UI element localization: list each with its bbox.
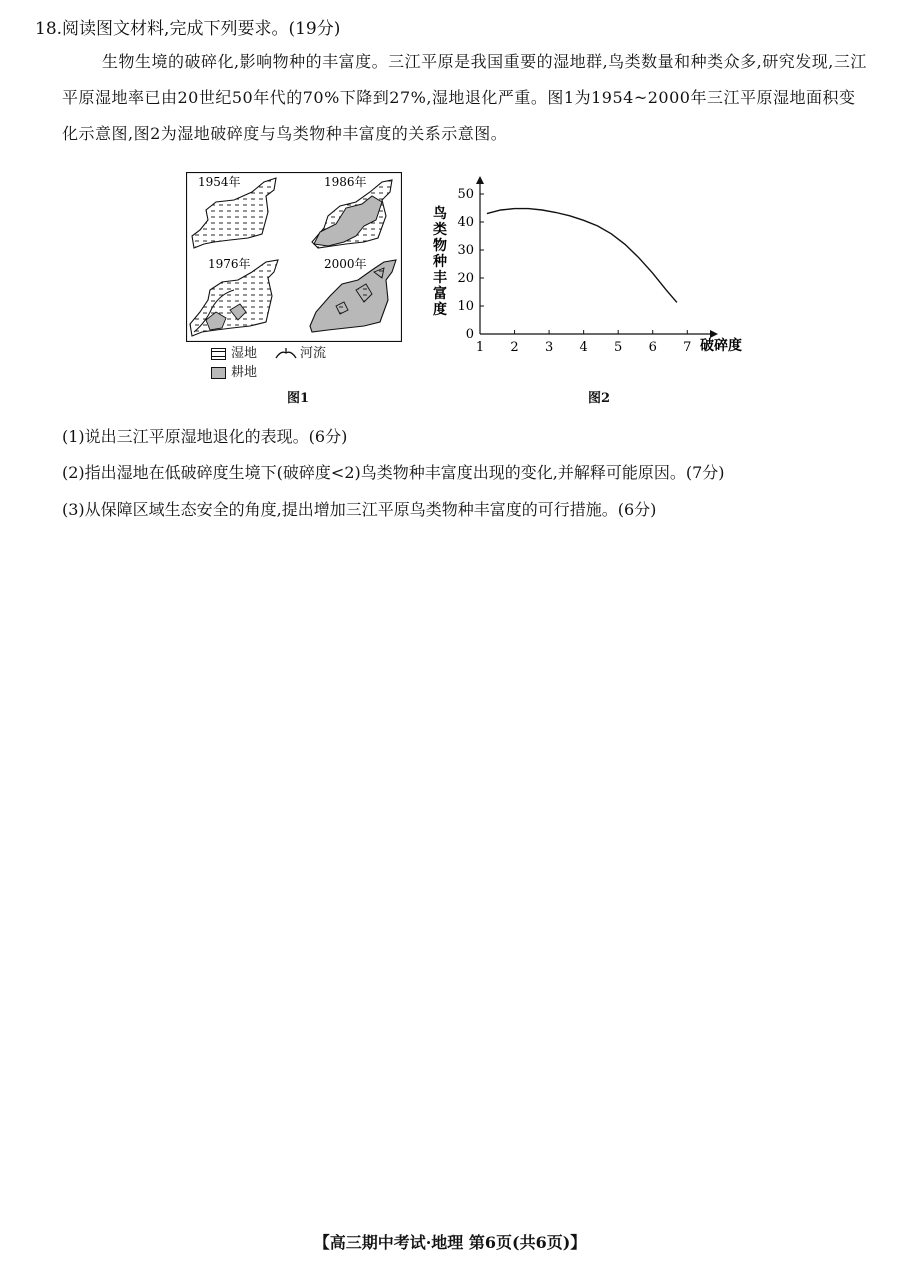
x-tick-label: 2 — [510, 340, 519, 355]
y-tick-label: 30 — [457, 243, 474, 258]
panel-label-1976: 1976年 — [208, 257, 251, 271]
y-tick-label: 0 — [465, 327, 474, 342]
y-tick-label: 40 — [457, 215, 474, 230]
page-footer: 【高三期中考试·地理 第6页(共6页)】 — [313, 1233, 587, 1252]
y-axis-label-char: 物 — [433, 238, 447, 254]
figure1-legend — [211, 344, 326, 382]
y-axis-label-char: 种 — [433, 254, 447, 270]
x-tick-label: 4 — [579, 340, 588, 355]
y-tick-label: 20 — [457, 271, 474, 286]
figure2-chart — [432, 172, 772, 372]
y-axis-label-char: 富 — [433, 286, 447, 302]
x-axis-arrow — [710, 330, 718, 338]
y-tick-label: 10 — [457, 299, 474, 314]
x-axis-label: 破碎度 — [700, 338, 742, 354]
y-axis-label-char: 度 — [433, 302, 447, 318]
y-tick-label: 50 — [457, 187, 474, 202]
y-axis-label-char: 类 — [433, 222, 447, 238]
subquestion-1: (1)说出三江平原湿地退化的表现。(6分) — [62, 427, 348, 446]
x-tick-label: 7 — [683, 340, 692, 355]
figure1-maps — [186, 172, 402, 342]
y-axis-label — [432, 205, 447, 318]
legend-wetland: 湿地 — [231, 346, 258, 361]
figure1-caption: 图1 — [287, 391, 310, 406]
material-paragraph: 生物生境的破碎化,影响物种的丰富度。三江平原是我国重要的湿地群,鸟类数量和种类众多,研究发现,三江平原湿地率已由20世纪50年代的70%下降到27%,湿地退化严重。图1为1954~2000年三江平原湿地面积变化示意图,图2为湿地破碎度与鸟类物种丰富度的关系示意图。 — [62, 52, 867, 143]
y-axis-arrow — [476, 176, 484, 184]
subquestion-2: (2)指出湿地在低破碎度生境下(破碎度<2)鸟类物种丰富度出现的变化,并解释可能原因。(7分) — [62, 463, 725, 482]
figure2-caption: 图2 — [588, 391, 611, 406]
legend-river: 河流 — [300, 346, 327, 361]
river-icon — [275, 348, 297, 360]
x-tick-label: 6 — [648, 340, 657, 355]
wetland-swatch — [211, 348, 226, 360]
subquestion-3: (3)从保障区域生态安全的角度,提出增加三江平原鸟类物种丰富度的可行措施。(6分) — [62, 500, 657, 519]
farmland-swatch — [211, 367, 226, 379]
y-axis-label-char: 丰 — [433, 270, 447, 286]
panel-label-1954: 1954年 — [198, 175, 241, 189]
question-title: 18.阅读图文材料,完成下列要求。(19分) — [35, 19, 341, 39]
x-tick-label: 3 — [544, 340, 554, 355]
panel-label-2000: 2000年 — [324, 257, 367, 271]
series-line — [487, 209, 677, 303]
y-axis-label-char: 鸟 — [433, 206, 447, 222]
legend-farmland: 耕地 — [231, 365, 258, 380]
x-tick-label: 1 — [475, 340, 485, 355]
panel-label-1986: 1986年 — [324, 175, 367, 189]
x-tick-label: 5 — [614, 340, 623, 355]
